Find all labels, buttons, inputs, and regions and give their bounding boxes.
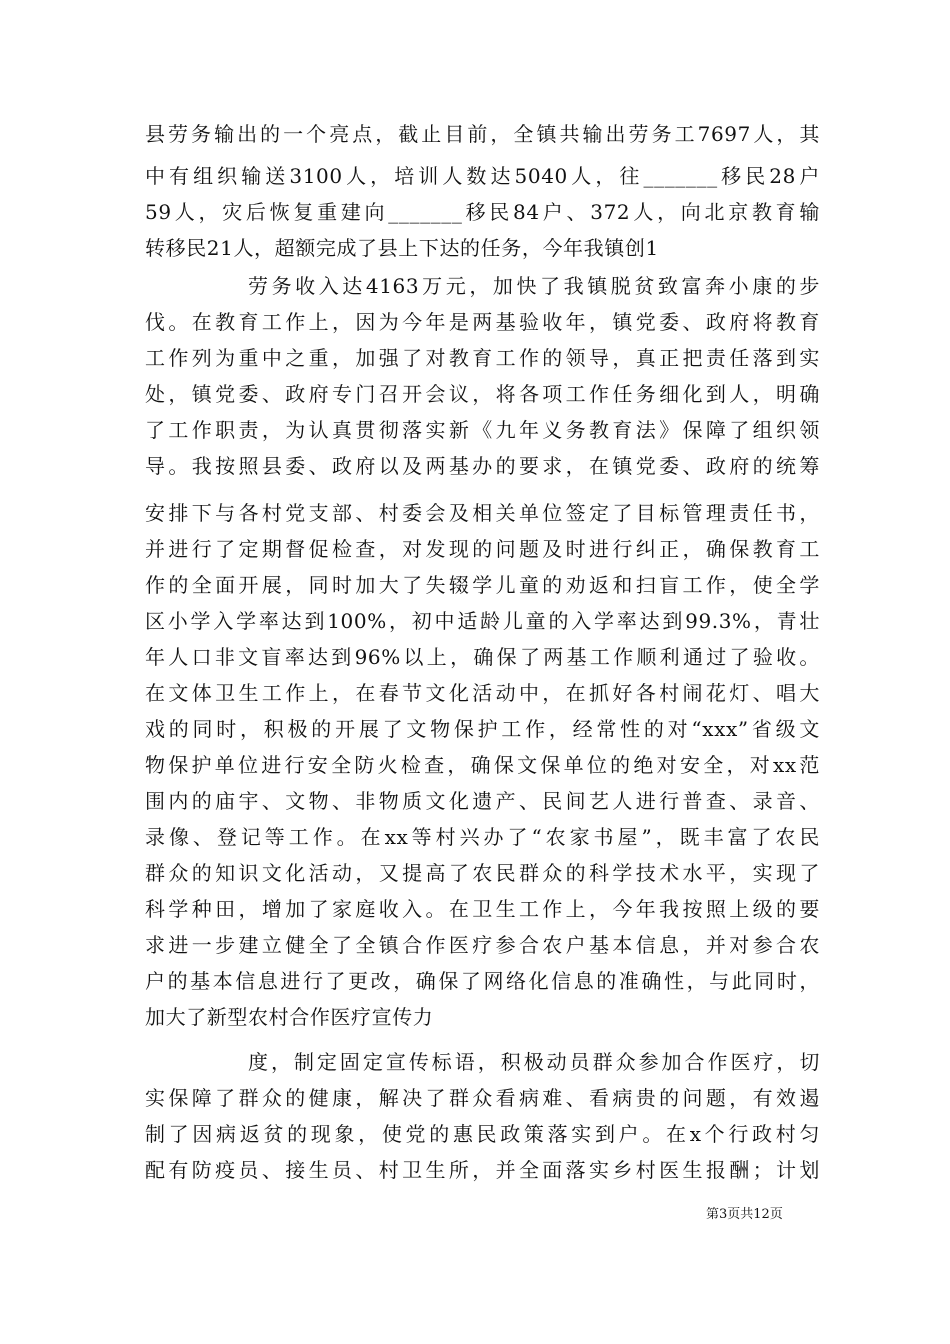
text-line: 劳务收入达4163万元，加快了我镇脱贫致富奔小康的步 [248,274,820,298]
text-line: 科学种田，增加了家庭收入。在卫生工作上，今年我按照上级的要 [145,897,820,921]
text-line: 加大了新型农村合作医疗宣传力 [145,1005,434,1029]
text-line: 录像、登记等工作。在xx等村兴办了“农家书屋”，既丰富了农民 [145,825,820,849]
text-line: 物保护单位进行安全防火检查，确保文保单位的绝对安全，对xx范 [145,753,820,777]
text-line: 处，镇党委、政府专门召开会议，将各项工作任务细化到人，明确 [145,382,820,406]
text-line: 县劳务输出的一个亮点，截止目前，全镇共输出劳务工7697人，其 [145,122,820,146]
text-line: 戏的同时，积极的开展了文物保护工作，经常性的对“xxx”省级文 [145,717,820,741]
text-line: 59人，灾后恢复重建向_______移民84户、372人，向北京教育输 [145,200,820,224]
text-line: 并进行了定期督促检查，对发现的问题及时进行纠正，确保教育工 [145,537,820,561]
text-line: 制了因病返贫的现象，使党的惠民政策落实到户。在x个行政村匀 [145,1122,820,1146]
text-line: 安排下与各村党支部、村委会及相关单位签定了目标管理责任书， [145,501,820,525]
text-line: 配有防疫员、接生员、村卫生所，并全面落实乡村医生报酬；计划 [145,1158,820,1182]
text-line: 转移民21人，超额完成了县上下达的任务，今年我镇创1 [145,236,659,260]
text-line: 围内的庙宇、文物、非物质文化遗产、民间艺人进行普查、录音、 [145,789,820,813]
text-line: 求进一步建立健全了全镇合作医疗参合农户基本信息，并对参合农 [145,933,820,957]
text-line: 工作列为重中之重，加强了对教育工作的领导，真正把责任落到实 [145,346,820,370]
text-line: 度，制定固定宣传标语，积极动员群众参加合作医疗，切 [248,1050,820,1074]
text-line: 群众的知识文化活动，又提高了农民群众的科学技术水平，实现了 [145,861,820,885]
text-line: 在文体卫生工作上，在春节文化活动中，在抓好各村闹花灯、唱大 [145,681,820,705]
page-number: 第3页共12页 [706,1207,783,1222]
text-line: 区小学入学率达到100%，初中适龄儿童的入学率达到99.3%，青壮 [145,609,820,633]
text-line: 作的全面开展，同时加大了失辍学儿童的劝返和扫盲工作，使全学 [145,573,820,597]
text-line: 实保障了群众的健康，解决了群众看病难、看病贵的问题，有效遏 [145,1086,820,1110]
text-line: 导。我按照县委、政府以及两基办的要求，在镇党委、政府的统筹 [145,454,820,478]
text-line: 中有组织输送3100人，培训人数达5040人，往_______移民28户 [145,164,820,188]
text-line: 户的基本信息进行了更改，确保了网络化信息的准确性，与此同时， [145,969,820,993]
text-line: 伐。在教育工作上，因为今年是两基验收年，镇党委、政府将教育 [145,310,820,334]
text-line: 年人口非文盲率达到96%以上，确保了两基工作顺利通过了验收。 [145,645,820,669]
text-line: 了工作职责，为认真贯彻落实新《九年义务教育法》保障了组织领 [145,418,820,442]
